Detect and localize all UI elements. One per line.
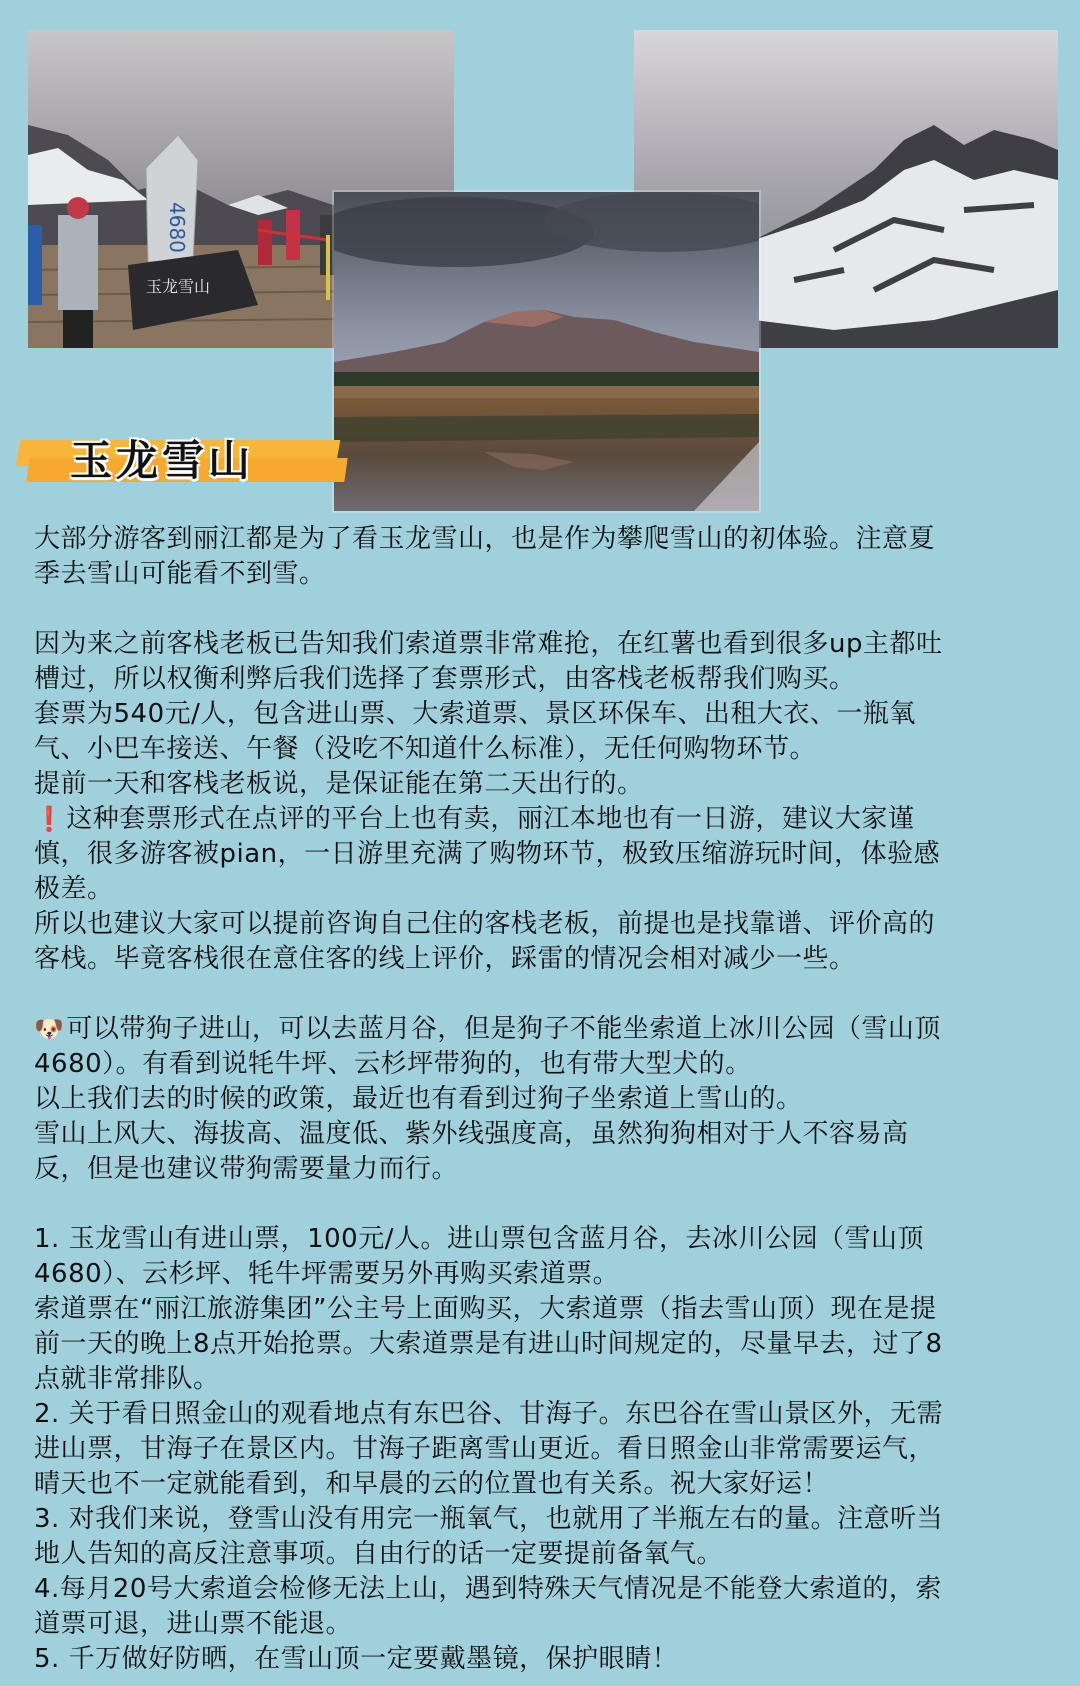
stone-inscription: 玉龙雪山 — [146, 277, 211, 296]
sign-number: 4680 — [165, 202, 189, 253]
text-line: 4680）。有看到说牦牛坪、云杉坪带狗的，也有带大型犬的。 — [34, 1049, 752, 1079]
title-banner — [18, 430, 344, 488]
photo-lake-reflection — [334, 192, 759, 511]
text-line: 提前一天和客栈老板说，是保证能在第二天出行的。 — [34, 769, 644, 799]
text-line: 点就非常排队。 — [34, 1364, 220, 1394]
text-line: 以上我们去的时候的政策，最近也有看到过狗子坐索道上雪山的。 — [34, 1084, 803, 1114]
text-line: 前一天的晚上8点开始抢票。大索道票是有进山时间规定的，尽量早去，过了8 — [34, 1329, 943, 1359]
text-line: 气、小巴车接送、午餐（没吃不知道什么标准），无任何购物环节。 — [34, 734, 817, 764]
text-line: 所以也建议大家可以提前咨询自己住的客栈老板，前提也是找靠谱、评价高的 — [34, 909, 936, 939]
text-line: 4680）、云杉坪、牦牛坪需要另外再购买索道票。 — [34, 1259, 620, 1289]
text-line: 雪山上风大、海拔高、温度低、紫外线强度高，虽然狗狗相对于人不容易高 — [34, 1119, 909, 1149]
text-line: 极差。 — [34, 874, 114, 904]
text-line: 套票为540元/人，包含进山票、大索道票、景区环保车、出租大衣、一瓶氧 — [34, 699, 916, 729]
text-line: 可以带狗子进山，可以去蓝月谷，但是狗子不能坐索道上冰川公园（雪山顶 — [66, 1014, 941, 1044]
text-line: 慎，很多游客被pian，一日游里充满了购物环节，极致压缩游玩时间，体验感 — [34, 839, 941, 869]
text-line: 客栈。毕竟客栈很在意住客的线上评价，踩雷的情况会相对减少一些。 — [34, 944, 856, 974]
paragraph-tips-list — [34, 1222, 1048, 1677]
lake-reflection-image — [334, 192, 759, 511]
text-line: 索道票在“丽江旅游集团”公主号上面购买，大索道票（指去雪山顶）现在是提 — [34, 1294, 937, 1324]
text-line: 道票可退，进山票不能退。 — [34, 1609, 353, 1639]
text-line: 这种套票形式在点评的平台上也有卖，丽江本地也有一日游，建议大家谨 — [66, 804, 915, 834]
text-line: 大部分游客到丽江都是为了看玉龙雪山，也是作为攀爬雪山的初体验。注意夏 — [34, 524, 936, 554]
text-line: 2. 关于看日照金山的观看地点有东巴谷、甘海子。东巴谷在雪山景区外，无需 — [34, 1399, 944, 1429]
page-title: 玉龙雪山 — [70, 436, 255, 485]
paragraph-dogs — [34, 1012, 1048, 1187]
text-line: 因为来之前客栈老板已告知我们索道票非常难抢，在红薯也看到很多up主都吐 — [34, 629, 943, 659]
text-line: 3. 对我们来说，登雪山没有用完一瓶氧气，也就用了半瓶左右的量。注意听当 — [34, 1504, 944, 1534]
article-body — [34, 522, 1048, 1677]
paragraph-warning — [34, 802, 1048, 977]
text-line: 晴天也不一定就能看到，和早晨的云的位置也有关系。祝大家好运！ — [34, 1469, 830, 1499]
dog-face-icon: 🐶 — [34, 1015, 65, 1043]
exclamation-icon: ❗ — [34, 805, 65, 833]
text-line: 1. 玉龙雪山有进山票，100元/人。进山票包含蓝月谷，去冰川公园（雪山顶 — [34, 1224, 924, 1254]
paragraph-intro — [34, 522, 1048, 592]
text-line: 5. 千万做好防晒，在雪山顶一定要戴墨镜，保护眼睛！ — [34, 1644, 679, 1674]
text-line: 槽过，所以权衡利弊后我们选择了套票形式，由客栈老板帮我们购买。 — [34, 664, 856, 694]
text-line: 4.每月20号大索道会检修无法上山，遇到特殊天气情况是不能登大索道的，索 — [34, 1574, 942, 1604]
text-line: 进山票，甘海子在景区内。甘海子距离雪山更近。看日照金山非常需要运气， — [34, 1434, 936, 1464]
text-line: 反，但是也建议带狗需要量力而行。 — [34, 1154, 459, 1184]
text-line: 地人告知的高反注意事项。自由行的话一定要提前备氧气。 — [34, 1539, 724, 1569]
text-line: 季去雪山可能看不到雪。 — [34, 559, 326, 589]
paragraph-package-ticket — [34, 627, 1048, 802]
